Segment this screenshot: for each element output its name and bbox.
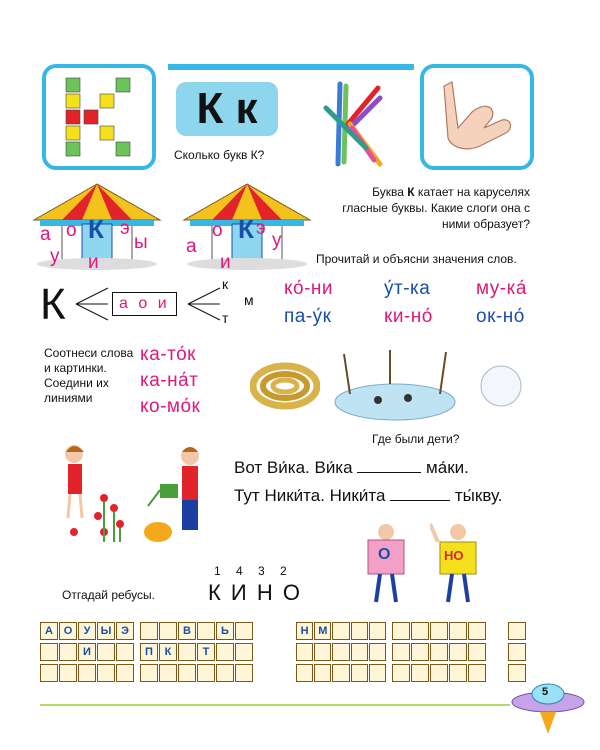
rebus-cell: Н <box>296 622 313 640</box>
rebus-cell <box>449 622 467 640</box>
rebus-cell <box>430 664 448 682</box>
rebus-cell: У <box>78 622 96 640</box>
rebus-cell <box>430 643 448 661</box>
rebus-cell <box>140 664 158 682</box>
scheme-vowels-box: а о и <box>112 292 177 316</box>
rebus-cell <box>235 643 253 661</box>
carousel-instruction-part1: Буква <box>372 185 408 199</box>
kid-box-right-letters: НО <box>444 548 464 563</box>
match-word-katok: ка-то́к <box>140 344 196 365</box>
cubes-k-image <box>46 68 152 166</box>
rebus-cell <box>78 664 96 682</box>
carousel-instruction <box>330 184 530 232</box>
rebus-cell <box>369 664 386 682</box>
pencils-k-image <box>318 78 388 170</box>
carousel-left-letter-a: а <box>40 224 52 245</box>
sentence-1-end: ма́ки. <box>426 458 469 477</box>
sentence-1 <box>234 458 469 478</box>
rebus-cell <box>332 643 349 661</box>
rebus-cell <box>59 664 77 682</box>
carousel-left-center-letter: К <box>88 214 104 244</box>
kino-word: К И Н О <box>208 580 302 605</box>
carousel-right-letter-a: а <box>186 236 198 257</box>
rebus-cell <box>140 622 158 640</box>
kid-box-right-image <box>430 520 490 610</box>
page-number: 5 <box>542 686 549 698</box>
match-instruction: Соотнеси слова и картинки. Соедини их линиями <box>44 346 134 405</box>
word-pauk: па-у́к <box>284 306 332 327</box>
rebus-cell <box>351 643 368 661</box>
girl-flowers-image <box>44 438 134 548</box>
carousel-right-letter-o: о <box>212 220 224 241</box>
rebus-cell <box>392 622 410 640</box>
rebus-cell <box>97 643 115 661</box>
rebus-cell <box>351 622 368 640</box>
rebus-cell <box>392 664 410 682</box>
sentence-2-blank[interactable] <box>390 486 450 501</box>
rebus-cell <box>296 664 313 682</box>
rebus-cell <box>197 664 215 682</box>
word-okno: ок-но́ <box>476 306 525 327</box>
rebus-house-1 <box>40 622 134 684</box>
sentence-2 <box>234 486 503 506</box>
word-koni: ко́-ни <box>284 278 334 299</box>
letter-pair: К к <box>196 84 258 133</box>
boy-watering-image <box>138 442 218 552</box>
word-kino: ки-но́ <box>384 306 433 327</box>
rebus-cell: Э <box>116 622 134 640</box>
rebus-house-3 <box>296 622 386 684</box>
match-word-komok: ко-мо́к <box>140 396 201 417</box>
rebus-cell <box>411 622 429 640</box>
carousel-left-letter-y: ы <box>134 232 149 253</box>
carousel-right-center-letter: К <box>238 214 254 244</box>
rebus-cell <box>468 664 486 682</box>
rebus-cell <box>332 664 349 682</box>
meaning-instruction: Прочитай и объясни значения слов. <box>316 252 517 266</box>
rebus-cell <box>40 643 58 661</box>
cubes-letter-frame <box>42 64 156 170</box>
sentence-2-end: ты́кву. <box>454 486 503 505</box>
question-kids: Где были дети? <box>372 432 460 446</box>
rebus-cell <box>508 622 526 640</box>
rebus-cell <box>159 664 177 682</box>
rebus-cell <box>508 643 526 661</box>
carousel-instruction-part2: катает на каруселях гласные буквы. Какие слоги она с ними образует? <box>342 185 530 231</box>
scheme-big-letter: К <box>40 280 66 329</box>
sentence-2-start: Тут Ники́та. Ники́та <box>234 486 386 505</box>
carousel-instruction-letter: К <box>407 185 415 199</box>
ufo-icon <box>508 672 588 742</box>
rebus-house-1-top-row <box>40 622 134 640</box>
rope-image <box>250 356 320 412</box>
scheme-t: т <box>222 310 229 326</box>
rebus-cell: О <box>59 622 77 640</box>
sentence-1-start: Вот Ви́ка. Ви́ка <box>234 458 353 477</box>
kino-numbers: 1 4 3 2 <box>214 564 293 578</box>
rebus-cell <box>197 622 215 640</box>
carousel-right-letter-u: у <box>272 230 282 251</box>
rebus-cell: М <box>314 622 331 640</box>
rebus-house-2 <box>140 622 260 684</box>
top-bar <box>168 64 414 70</box>
rebus-cell <box>369 643 386 661</box>
scheme-m: м <box>244 292 254 308</box>
carousel-left-letter-u: у <box>50 246 60 267</box>
rebus-cell: А <box>40 622 58 640</box>
kid-box-left-letter: О <box>378 546 391 563</box>
rebus-cell <box>411 664 429 682</box>
carousel-left-letter-o: о <box>66 220 78 241</box>
rebus-cell <box>430 622 448 640</box>
skating-rink-image <box>330 344 460 424</box>
kid-box-left-image <box>358 520 418 610</box>
rebus-cell <box>296 643 313 661</box>
rebus-cell: Т <box>197 643 215 661</box>
rebus-cell: И <box>78 643 96 661</box>
scheme-arrows-left <box>74 284 110 324</box>
match-word-kanat: ка-на́т <box>140 370 199 391</box>
word-utka: у́т-ка <box>384 278 431 299</box>
rebus-cell <box>235 664 253 682</box>
rebus-cell <box>116 643 134 661</box>
word-muka: му-ка́ <box>476 278 527 299</box>
rebus-cell <box>178 664 196 682</box>
rebus-cell <box>449 643 467 661</box>
carousel-right-letter-e: э <box>256 218 267 239</box>
rebus-instruction: Отгадай ребусы. <box>62 588 155 602</box>
rebus-cell <box>216 664 234 682</box>
carousel-left-letter-e: э <box>120 218 131 239</box>
snowball-image <box>476 362 526 412</box>
rebus-cell <box>411 643 429 661</box>
rebus-cell <box>468 643 486 661</box>
rebus-cell: П <box>140 643 158 661</box>
rebus-cell <box>314 643 331 661</box>
scheme-k: к <box>222 276 229 292</box>
sentence-1-blank[interactable] <box>357 458 421 473</box>
rebus-cell <box>59 643 77 661</box>
hand-sign-image <box>424 68 530 166</box>
footer-line <box>40 704 510 706</box>
rebus-cell <box>351 664 368 682</box>
rebus-cell <box>369 622 386 640</box>
rebus-cell <box>116 664 134 682</box>
question-count: Сколько букв К? <box>174 148 265 162</box>
rebus-house-4 <box>392 622 492 684</box>
rebus-cell <box>40 664 58 682</box>
scheme-arrows-right <box>186 284 222 324</box>
rebus-cell <box>97 664 115 682</box>
carousel-right-letter-i: и <box>220 252 232 273</box>
rebus-cell <box>314 664 331 682</box>
rebus-cell <box>449 664 467 682</box>
rebus-cell <box>468 622 486 640</box>
rebus-cell <box>332 622 349 640</box>
letter-heading <box>176 82 278 136</box>
rebus-cell: К <box>159 643 177 661</box>
hand-sign-frame <box>420 64 534 170</box>
rebus-cell: Ь <box>216 622 234 640</box>
rebus-cell <box>178 643 196 661</box>
rebus-cell <box>392 643 410 661</box>
carousel-left-letter-i: и <box>88 252 100 273</box>
rebus-cell <box>159 622 177 640</box>
rebus-cell: Ы <box>97 622 115 640</box>
rebus-cell: В <box>178 622 196 640</box>
rebus-cell <box>216 643 234 661</box>
rebus-cell <box>235 622 253 640</box>
